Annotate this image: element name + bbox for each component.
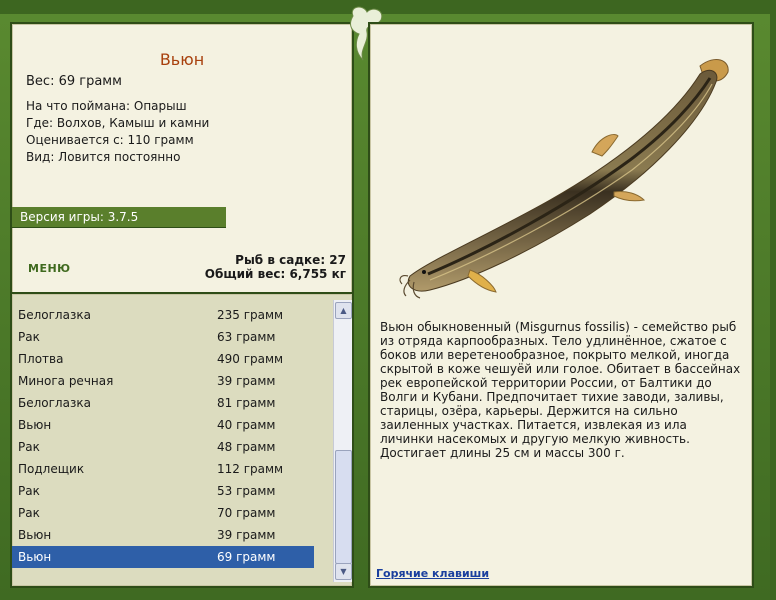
catch-list xyxy=(12,294,330,586)
catch-fish-name: Рак xyxy=(18,330,40,344)
list-item[interactable] xyxy=(12,546,314,568)
catch-fish-weight: 81 грамм xyxy=(217,396,276,410)
catch-fish-weight: 39 грамм xyxy=(217,374,276,388)
list-item[interactable] xyxy=(12,414,330,436)
species-status-text: Вид: Ловится постоянно xyxy=(26,150,181,164)
catch-fish-name: Подлещик xyxy=(18,462,85,476)
caught-on-text: На что поймана: Опарыш xyxy=(26,99,187,113)
catch-fish-name: Вьюн xyxy=(18,418,52,432)
catch-fish-weight: 490 грамм xyxy=(217,352,284,366)
catch-fish-weight: 48 грамм xyxy=(217,440,276,454)
catch-fish-name: Белоглазка xyxy=(18,308,91,322)
fish-name-title: Вьюн xyxy=(159,50,205,69)
fish-weight: Вес: 69 грамм xyxy=(26,74,122,89)
catch-fish-weight: 39 грамм xyxy=(217,528,276,542)
catch-fish-name: Рак xyxy=(18,440,40,454)
menu-button[interactable]: МЕНЮ xyxy=(28,262,71,275)
loach-fish-image xyxy=(370,24,752,304)
catch-fish-weight: 69 грамм xyxy=(217,550,276,564)
catch-fish-name: Рак xyxy=(18,506,40,520)
valued-from-text: Оценивается с: 110 грамм xyxy=(26,133,194,147)
list-item[interactable] xyxy=(12,436,330,458)
catch-stats xyxy=(205,253,346,281)
list-scrollbar[interactable] xyxy=(333,300,352,582)
fish-details xyxy=(26,98,209,166)
catch-fish-weight: 63 грамм xyxy=(217,330,276,344)
right-frame-edge xyxy=(770,0,776,600)
list-item[interactable] xyxy=(12,480,330,502)
catch-fish-weight: 53 грамм xyxy=(217,484,276,498)
fish-description-panel xyxy=(368,22,754,588)
catch-fish-weight: 112 грамм xyxy=(217,462,284,476)
list-item[interactable] xyxy=(12,524,330,546)
arrow-up-icon[interactable]: ▲ xyxy=(335,302,352,319)
game-version-label: Версия игры: 3.7.5 xyxy=(12,207,226,228)
catch-fish-weight: 235 грамм xyxy=(217,308,284,322)
list-item[interactable] xyxy=(12,392,330,414)
location-text: Где: Волхов, Камыш и камни xyxy=(26,116,210,130)
list-item[interactable] xyxy=(12,370,330,392)
keepnet-count: Рыб в садке: 27 xyxy=(235,253,346,267)
catch-list-panel xyxy=(10,292,354,588)
list-item[interactable] xyxy=(12,326,330,348)
total-weight: Общий вес: 6,755 кг xyxy=(204,267,346,281)
list-item[interactable] xyxy=(12,304,330,326)
catch-fish-weight: 40 грамм xyxy=(217,418,276,432)
catch-fish-name: Минога речная xyxy=(18,374,114,388)
catch-fish-name: Вьюн xyxy=(18,528,52,542)
hotkeys-link[interactable]: Горячие клавиши xyxy=(376,567,490,580)
fish-info-panel xyxy=(10,22,354,296)
catch-fish-name: Вьюн xyxy=(18,550,52,564)
catch-fish-weight: 70 грамм xyxy=(217,506,276,520)
arrow-down-icon[interactable]: ▼ xyxy=(335,563,352,580)
scrollbar-thumb[interactable] xyxy=(335,450,352,564)
fish-description: Вьюн обыкновенный (Misgurnus fossilis) - семейство рыб из отряда карпообразных. Тело удлинённое, сжатое с боков или веретенообразное, покрыто мелкой, иногда скрытой в коже чешуёй или голое. Обитает в бассейнах рек европейской территории России, от Балтики до Волги и Кубани. Предпочитает тихие заводи, заливы, старицы, озёра, карьеры. Держится на сильно заиленных участках. Питается, извлекая из ила личинки насекомых и другую мелкую живность. Достигает длины 25 см и массы 300 г. xyxy=(380,320,741,460)
catch-fish-name: Плотва xyxy=(18,352,64,366)
list-item[interactable] xyxy=(12,348,330,370)
catch-fish-name: Рак xyxy=(18,484,40,498)
list-item[interactable] xyxy=(12,458,330,480)
catch-fish-name: Белоглазка xyxy=(18,396,91,410)
list-item[interactable] xyxy=(12,502,330,524)
